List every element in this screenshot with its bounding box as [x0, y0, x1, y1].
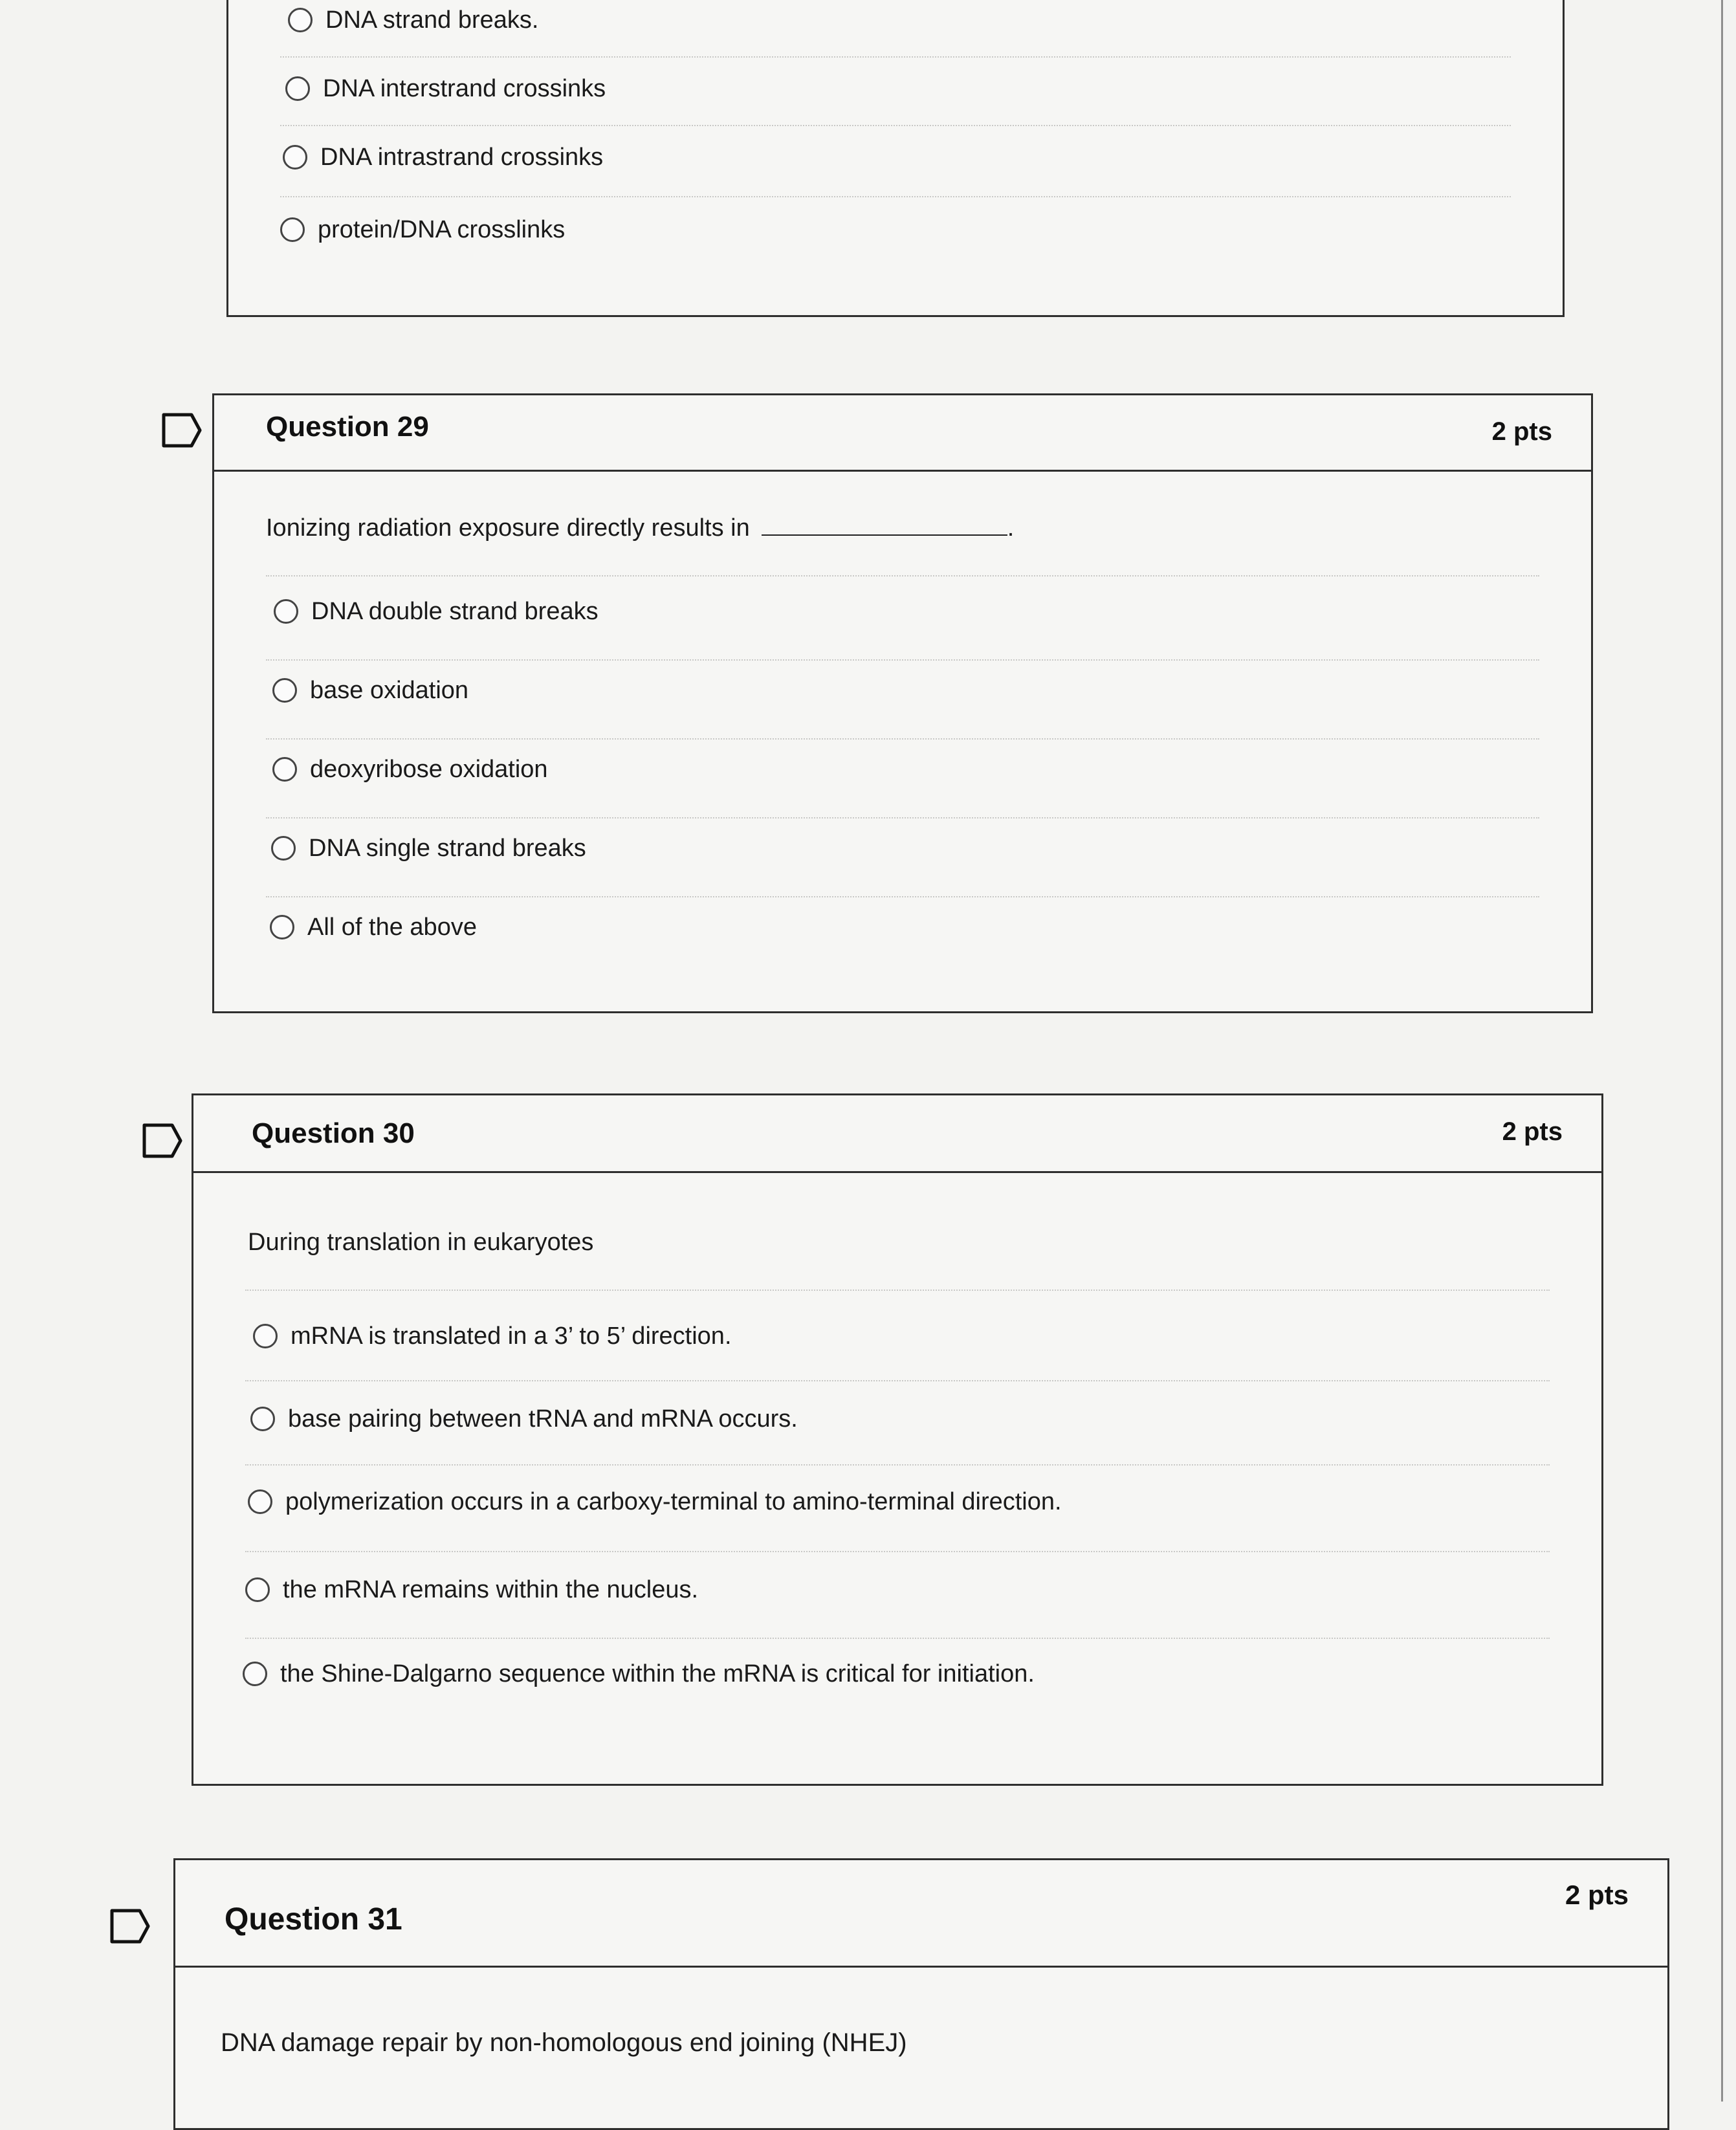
divider	[266, 575, 1539, 576]
question-31-header	[175, 1860, 1667, 1968]
page-edge	[1721, 0, 1730, 2102]
q28-option-4[interactable]	[280, 212, 565, 248]
q30-option-2[interactable]	[250, 1401, 798, 1437]
radio-button-icon[interactable]	[280, 217, 305, 242]
bookmark-flag-icon[interactable]	[110, 1909, 150, 1944]
radio-button-icon[interactable]	[250, 1407, 275, 1431]
q28-option-2-label: DNA interstrand crossinks	[323, 74, 606, 102]
q29-option-3[interactable]	[272, 751, 548, 787]
q29-option-5[interactable]	[270, 909, 477, 945]
radio-button-icon[interactable]	[248, 1489, 272, 1514]
q30-option-1[interactable]	[253, 1318, 732, 1354]
radio-button-icon[interactable]	[274, 599, 298, 624]
divider	[266, 738, 1539, 740]
question-prompt: During translation in eukaryotes	[248, 1229, 594, 1256]
divider	[245, 1638, 1550, 1639]
radio-button-icon[interactable]	[245, 1577, 270, 1602]
radio-button-icon[interactable]	[272, 678, 297, 703]
q29-option-4-label: DNA single strand breaks	[309, 834, 586, 862]
question-title: Question 30	[252, 1117, 415, 1149]
q30-option-3[interactable]	[248, 1484, 1062, 1520]
q28-option-1[interactable]	[288, 2, 538, 38]
q30-option-5-label: the Shine-Dalgarno sequence within the mRNA is critical for initiation.	[280, 1660, 1035, 1687]
divider	[245, 1464, 1550, 1466]
q28-option-4-label: protein/DNA crosslinks	[318, 215, 566, 243]
divider	[280, 56, 1511, 58]
question-28-card	[226, 0, 1565, 317]
q30-option-4-label: the mRNA remains within the nucleus.	[283, 1576, 699, 1603]
question-title: Question 31	[225, 1902, 402, 1937]
radio-button-icon[interactable]	[285, 76, 310, 101]
question-29-card	[212, 393, 1593, 1013]
q28-option-2[interactable]	[285, 71, 606, 107]
q29-option-3-label: deoxyribose oxidation	[310, 755, 548, 783]
bookmark-flag-icon[interactable]	[142, 1123, 182, 1158]
radio-button-icon[interactable]	[283, 145, 307, 170]
q29-option-4[interactable]	[271, 830, 586, 866]
divider	[245, 1290, 1550, 1291]
q28-option-1-label: DNA strand breaks.	[325, 6, 539, 34]
radio-button-icon[interactable]	[270, 915, 294, 939]
q30-option-3-label: polymerization occurs in a carboxy-terminal to amino-terminal direction.	[285, 1488, 1062, 1515]
q28-option-3-label: DNA intrastrand crossinks	[320, 143, 604, 171]
q29-option-1[interactable]	[274, 593, 599, 630]
question-30-header	[193, 1095, 1601, 1173]
divider	[245, 1551, 1550, 1552]
divider	[245, 1380, 1550, 1381]
points-label: 2 pts	[1502, 1117, 1563, 1146]
radio-button-icon[interactable]	[271, 836, 296, 861]
question-prompt: DNA damage repair by non-homologous end joining (NHEJ)	[221, 2028, 907, 2057]
radio-button-icon[interactable]	[272, 757, 297, 782]
divider	[266, 817, 1539, 818]
q30-option-5[interactable]	[243, 1656, 1035, 1692]
bookmark-flag-icon[interactable]	[162, 413, 202, 448]
q28-option-3[interactable]	[283, 139, 603, 175]
radio-button-icon[interactable]	[288, 8, 313, 32]
q30-option-2-label: base pairing between tRNA and mRNA occurs.	[288, 1405, 798, 1433]
divider	[280, 196, 1511, 197]
question-prompt-text: Ionizing radiation exposure directly results in	[266, 514, 750, 542]
question-prompt-end: .	[1007, 514, 1015, 542]
q29-option-5-label: All of the above	[307, 913, 477, 941]
divider	[280, 125, 1511, 126]
radio-button-icon[interactable]	[243, 1662, 267, 1686]
points-label: 2 pts	[1565, 1880, 1629, 1910]
q30-option-4[interactable]	[245, 1572, 698, 1608]
q30-option-1-label: mRNA is translated in a 3’ to 5’ direction.	[291, 1322, 732, 1350]
divider	[266, 659, 1539, 661]
question-31-card	[173, 1858, 1669, 2130]
question-29-header	[214, 395, 1591, 472]
q29-option-2[interactable]	[272, 672, 468, 708]
radio-button-icon[interactable]	[253, 1324, 278, 1348]
question-title: Question 29	[266, 411, 429, 443]
q29-option-1-label: DNA double strand breaks	[311, 597, 599, 625]
question-30-card	[192, 1093, 1603, 1786]
answer-blank	[762, 534, 1007, 536]
points-label: 2 pts	[1491, 417, 1552, 446]
q29-option-2-label: base oxidation	[310, 676, 469, 704]
divider	[266, 896, 1539, 897]
question-prompt	[266, 514, 1014, 542]
